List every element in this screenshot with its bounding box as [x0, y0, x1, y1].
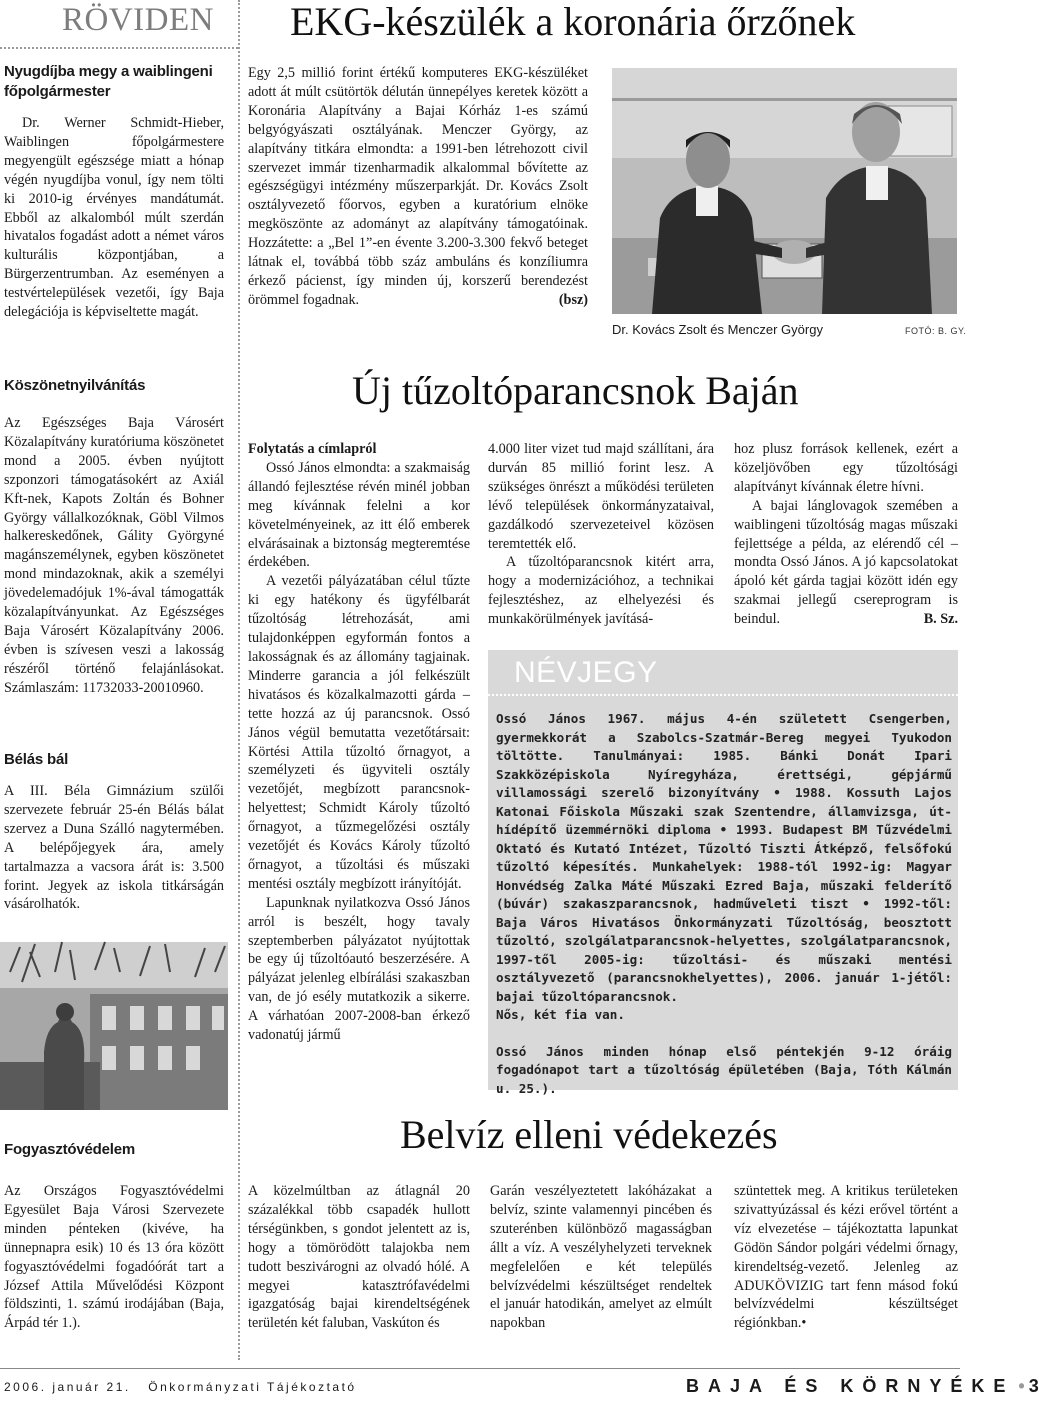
tuzolto-col3-body — [734, 440, 958, 629]
paragraph: hoz plusz források kellenek, ezért a közeljövőben egy tűzoltósági alapítványt kívánnak életre hívni. — [734, 441, 958, 495]
paragraph: Ossó János elmondta: a szakmaiság állandó fejlesztése révén minél jobban meg kívánnak felelni a kor követelményeinek, az itt élő emberek elvárásainak a biztonság megteremtése érdekében. — [248, 459, 470, 571]
roviden-title: RÖVIDEN — [62, 2, 214, 38]
ekg-caption: Dr. Kovács Zsolt és Menczer György — [612, 322, 823, 337]
nevjegy-text: Ossó János 1967. május 4-én született Csengerben, gyermekkorát a Szabolcs-Szatmár-Bereg megyei Tyukodon töltötte. Tanulmányai: 1985. Bánki Donát Ipari Szakközépiskola Nyíregyháza, érettségi, gépjármű villamossági szerelő bizonyítvány • 1988. Kossuth Lajos Katonai Főiskola Műszaki szak Szentendre, államvizsga, út-hídépítő üzemmérnöki diploma • 1993. Budapest BM Tűzvédelmi Oktató és Kutató Intézet, Tűzoltó Tiszti Átképző, felsőfokú tűzoltó képesítés. Munkahelyek: 1988-tól 1992-ig: Magyar Honvédség Zalka Máté Műszaki Ezred Baja, műszaki felderítő (búvár) szakaszparancsnok, hadműveleti tiszt • 1992-től: Baja Város Hivatásos Önkormányzati Tűzoltóság, beosztott tűzoltó, szolgálatparancsnok-helyettes, szolgálatparancsnok, 1997-től 2005-ig: tűzoltási- és műszaki mentési osztályvezető (parancsnokhelyettes), 2006. január 1-jétől: bajai tűzoltóparancsnok. — [496, 711, 952, 1004]
nevjegy-title: NÉVJEGY — [514, 656, 658, 689]
nevjegy-office: Ossó János minden hónap első péntekjén 9-12 óráig fogadónapot tart a tűzoltóság épületében (Baja, Tóth Kálmán u. 25.). — [496, 1043, 952, 1096]
tuzolto-signature: B. Sz. — [923, 611, 958, 628]
nevjegy-body — [496, 710, 952, 1098]
item-text: A III. Béla Gimnázium szülői szervezete február 25-én Bélás bálat szervez a Duna Szálló nagytermében. A belépőjegyek ára, amely tartalmazza a vacsora árát is: 3.500 forint. Jegyek az iskola titkárságán vásárolhatók. — [4, 783, 224, 913]
ekg-headline: EKG-készülék a koronária őrzőnek — [290, 0, 856, 44]
footer-bullet: • — [1018, 1376, 1025, 1396]
item-text: Dr. Werner Schmidt-Hieber, Waiblingen főpolgármestere megyengült egészsége miatt a hónap végén nyugdíjba vonul, így nem tölti ki 2010-ig érvényes mandátumát. Ebből az alkalomból múlt szerdán hivatalos fogadást adott a német város kulturális központjában, a Bürgerzentrumban. Az eseményen a testvértelepülések vezetői, így Baja delegációja is képviseltette magát. — [4, 115, 224, 321]
item-heading: Köszönetnyilvánítás — [4, 377, 146, 394]
tuzolto-col2 — [488, 440, 714, 629]
tuzolto-headline: Új tűzoltóparancsnok Baján — [352, 368, 799, 413]
footer-date-title: 2006. január 21. Önkormányzati Tájékoztató — [4, 1380, 357, 1394]
tuzolto-col1-body — [248, 440, 470, 1045]
roviden-item-3 — [4, 750, 224, 914]
item-heading: Fogyasztóvédelem — [4, 1141, 136, 1158]
item-text: Az Országos Fogyasztóvédelmi Egyesület Baja Városi Szervezete minden pénteken (kivéve, ha ünnepnapra esik) 10 és 13 óra között fogyasztóvédelmi fogadóórát tart a József Attila Művelődési Központ földszinti, 1. számú irodájában (Baja, Árpád tér 1.). — [4, 1183, 224, 1332]
roviden-item-2 — [4, 376, 224, 698]
paragraph — [734, 497, 958, 629]
tuzolto-col3 — [734, 440, 958, 629]
belviz-col3: szüntettek meg. A kritikus területeken szivattyúzással és kézi erővel történt a víz elvezetése – tájékoztatta lapunkat Gödön Sándor polgári védelmi őrnagy, kirendeltség-vezető. Jelenleg az ADUKÖVIZIG tart fenn másod fokú belvízvédelmi készültséget régiónkban.• — [734, 1183, 958, 1332]
roviden-section — [0, 0, 238, 1360]
ekg-photo — [612, 68, 957, 314]
ekg-article — [248, 64, 588, 310]
item-heading: Nyugdíjba megy a waiblingeni főpolgármester — [4, 63, 213, 100]
ekg-photo-image — [612, 68, 957, 314]
statue-photo — [0, 942, 228, 1110]
ekg-text: Egy 2,5 millió forint értékű komputeres EKG-készüléket adott át múlt csütörtök délután ünnepélyes keretek között a Koronária Alapítvány a Bajai Kórház 1-es számú belgyógyászati osztályának. Menczer György, az alapítvány titkára elmondta: a 1991-ben létrehozott civil szervezet immár tizenharmadik alkalommal bővítette az egészségügyi intézmény műszerparkját. Dr. Kovács Zsolt osztályvezető főorvos, egyben a kuratórium elnöke megköszönte az adományt az alapítvány támogatóinak. Hozzátette: a „Bel 1”-en évente 3.200-3.300 fekvő beteget látnak el, továbbá több száz ambuláns és konzíliumra érkező pácienst, így minden új, korszerű berendezést örömmel fogadnak. — [248, 65, 588, 308]
paragraph: Lapunknak nyilatkozva Ossó János arról is beszélt, hogy tavaly szeptemberben pályázatot nyújtottak be egy új tűzoltóautó beszerzésére. A pályázat jelenleg elbírálási szakaszban van, de jó esély mutatkozik a sikerre. A várhatóan 2007-2008-ban érkező vadonatúj jármű — [248, 894, 470, 1044]
footer-page-number: 3 — [1028, 1376, 1039, 1396]
statue-photo-image — [0, 942, 228, 1110]
footer-publication: BAJA ÉS KÖRNYÉKE — [686, 1376, 1015, 1396]
paragraph: A tűzoltóparancsnok kitért arra, hogy a modernizációhoz, a technikai fejlesztéshez, az elhelyezési és munkakörülmények javításá- — [488, 554, 714, 628]
belviz-headline: Belvíz elleni védekezés — [400, 1112, 778, 1157]
belviz-col1: A közelmúltban az átlagnál 20 százalékkal több csapadék hullott térségünkben, s gondot jelentett az is, hogy a tömörödött talajokba nem tudott beszivárogni az olvadó hólé. A megyei katasztrófavédelmi igazgatóság bajai kirendeltségének területén két faluban, Vaskúton és — [248, 1183, 470, 1332]
column-divider — [238, 0, 240, 1360]
item-text: Az Egészséges Baja Városért Közalapítvány kuratóriuma köszönetet mond a 2005. évben nyújtott szponzori támogatásokért az Axiál Kft-nek, Kapots Zoltán és Bohner György vállalkozóknak, Göbl Vilmos halkereskedőnek, Gálity Györgyné magánszemélynek, egyben köszönetet mond mindazoknak, akik a személyi jövedelemadójuk 1%-ával támogatták közalapítványunkat. Az Egészséges Baja Városért Közalapítvány 2006. évben is szívesen veszi a lakosság részéről történő felajánlásokat. Számlaszám: 11732033-20010960. — [4, 415, 224, 696]
footer-rule — [0, 1368, 960, 1369]
tuzolto-col1 — [248, 440, 470, 1045]
roviden-item-4 — [4, 1140, 224, 1333]
roviden-item-1 — [4, 62, 224, 322]
ekg-signature: (bsz) — [558, 291, 588, 308]
paragraph: A vezetői pályázatában célul tűzte ki egy hatékony és ügyfélbarát tűzoltóság létrehozását, ami tulajdonképpen egyformán fontos a lakosságnak és az állomány tagjainak. Minderre garancia a jól felkészült hivatásos és közalkalmazotti gárda – tette hozzá az új parancsnok. Ossó János végül bemutatta vezetőtársait: Körtési Attila tűzoltó őrnagyot, a személyzeti és ügyviteli osztály vezetőjét, megbízott parancsnok-helyettest; Schmidt Károly tűzoltó őrnagyot, a tűzmegelőzési osztály vezetőjét és Kovács Károly tűzoltó őrnagyot, a tűzoltási és műszaki mentési osztály megbízott irányítóját. — [248, 573, 470, 892]
footer-right — [686, 1376, 1039, 1397]
roviden-title-rule — [0, 47, 238, 49]
tuzolto-kicker: Folytatás a címlapról — [248, 441, 377, 457]
belviz-col2: Garán veszélyeztetett lakóházakat a belvíz, szinte valamennyi pincében és szuterénben különböző magasságban állt a víz. A veszélyhelyzeti terveknek megfelelően e két település belvízvédelmi készültséget rendeltek el január hatodikán, amelyet az elmúlt napokban — [490, 1183, 712, 1332]
tuzolto-col2-body — [488, 440, 714, 629]
item-heading: Bélás bál — [4, 751, 69, 768]
ekg-photo-credit: FOTÓ: B. GY. — [905, 326, 967, 336]
nevjegy-title-rule — [488, 694, 958, 696]
paragraph-text: A bajai lánglovagok szemében a waiblingeni tűzoltóság magas műszaki fejlettsége a példa, az elérendő cél – mondta Ossó János. A jó kapcsolatokat ápoló két gárda tagjai között idén egy szakmai jellegű csereprogram is beindul. — [734, 497, 958, 628]
nevjegy-box — [488, 650, 958, 1096]
ekg-body — [248, 64, 588, 310]
paragraph: 4.000 liter vizet tud majd szállítani, ára durván 85 millió forint lesz. A szükséges önrészt a működési területen lévő települések önkormányzataival, gazdálkodó szervezeteivel közösen teremtették elő. — [488, 441, 714, 552]
nevjegy-family: Nős, két fia van. — [496, 1007, 625, 1022]
